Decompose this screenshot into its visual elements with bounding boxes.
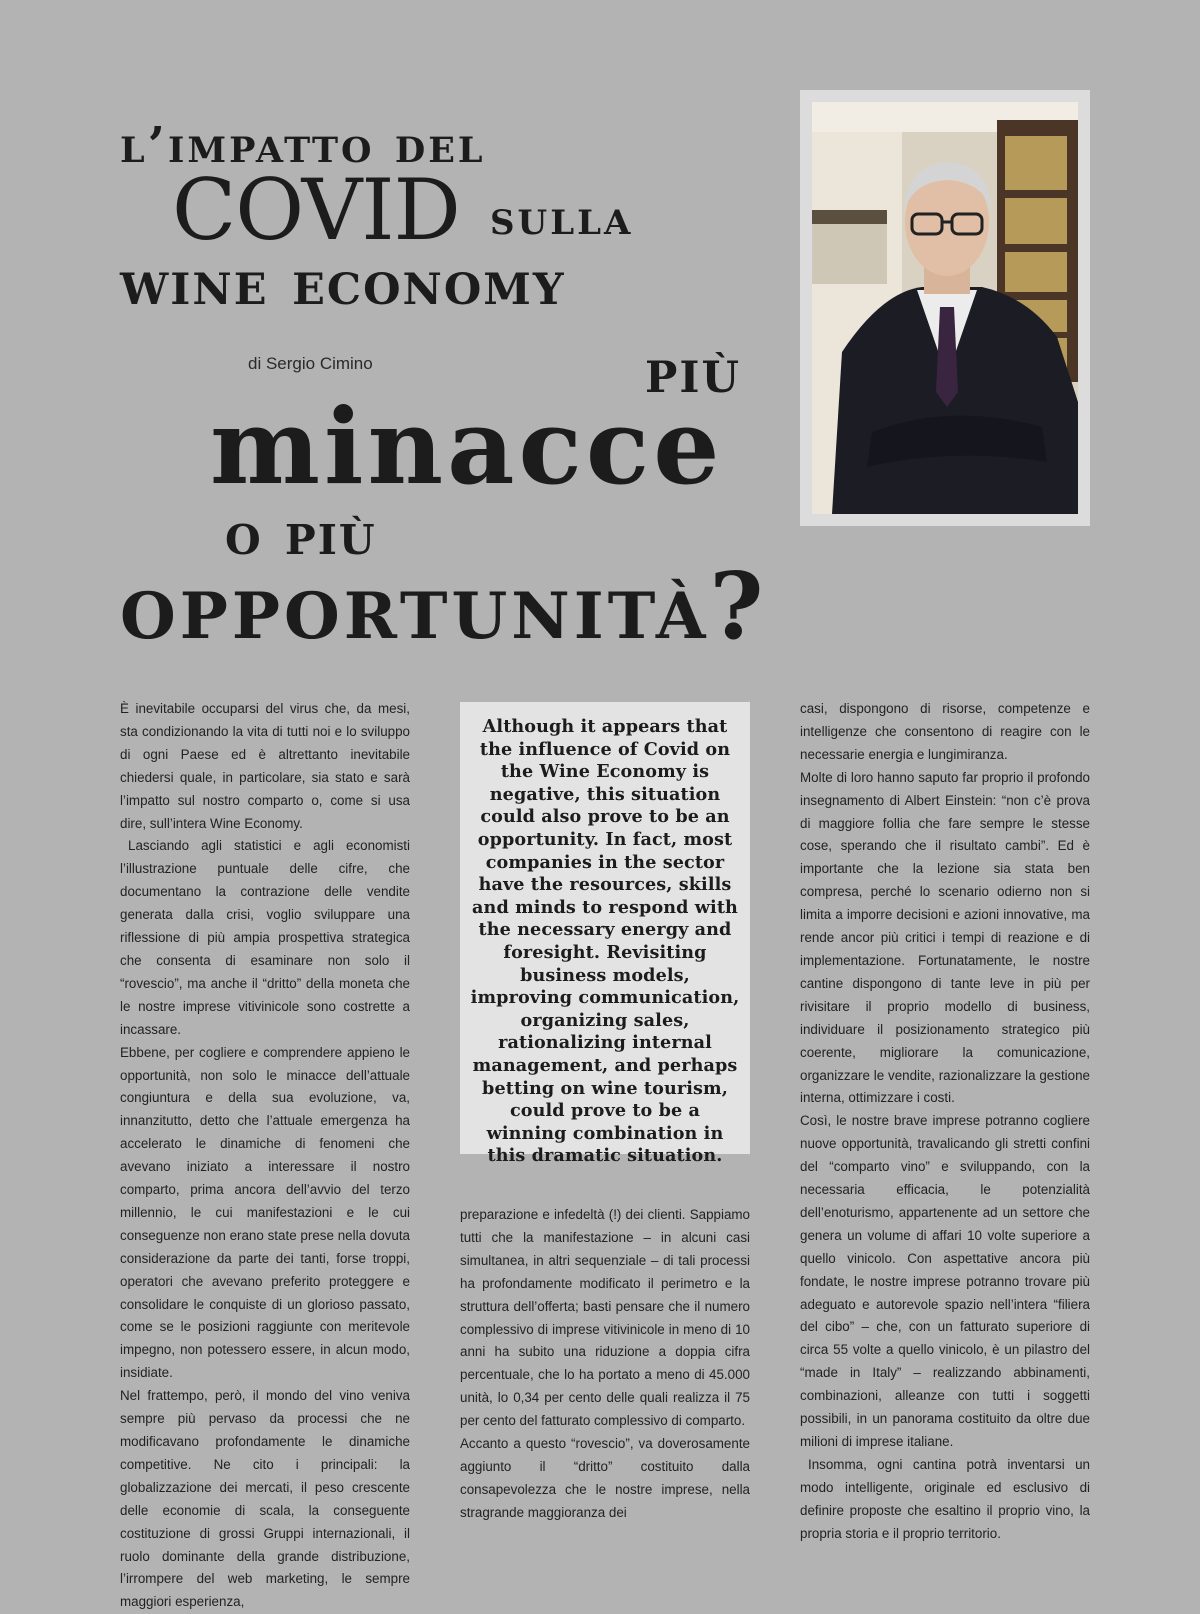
paragraph: Insomma, ogni cantina potrà inventarsi un modo intelligente, originale ed esclusivo di definire proposte che esaltino il proprio vino, la propria storia e il proprio territorio. <box>800 1456 1090 1541</box>
paragraph: È inevitabile occuparsi del virus che, da mesi, sta condizionando la vita di tutti noi e lo sviluppo di ogni Paese ed è altrettanto inevitabile chiedersi quale, in particolare, sia stato e sarà l’impatto sul nostro comparto o, come si usa dire, sull’intera Wine Economy. <box>120 701 410 831</box>
paragraph: casi, dispongono di risorse, competenze e intelligenze che consentono di reagire con le necessarie energia e lungimiranza. <box>800 701 1090 762</box>
paragraph: Ebbene, per cogliere e comprendere appieno le opportunità, non solo le minacce dell’attuale congiuntura e della sua evoluzione, va, innanzitutto, detto che l’attuale emergenza ha accelerato le dinamiche di fenomeni che avevano iniziato a interessare il nostro comparto, prima ancora dell’avvio del terzo millennio, le cui manifestazioni e le cui conseguenze non erano state prese nella dovuta considerazione da parte dei tanti, forse troppi, operatori che avevano preferito proteggere e consolidare le conquiste di un glorioso passato, come se le posizioni raggiunte con meritevole impegno, non potessero essere, in alcun modo, insidiate. <box>120 1044 410 1381</box>
headline-covid: COVID <box>172 161 460 259</box>
paragraph: Accanto a questo “rovescio”, va doverosamente aggiunto il “dritto” costituito dalla consapevolezza che le nostre imprese, nella stragrande maggioranza dei <box>460 1436 750 1520</box>
paragraph: preparazione e infedeltà (!) dei clienti. Sappiamo tutti che la manifestazione – in alcuni casi simultanea, in altri sequenziale – di tali processi ha profondamente modificato il perimetro e la struttura dell’offerta; basti pensare che il numero complessivo di imprese vitivinicole in meno di 10 anni ha subito una riduzione a doppia cifra percentuale, che lo ha portato a meno di 45.000 unità, lo 0,34 per cento delle quali realizza il 75 per cento del fatturato complessivo di comparto. <box>460 1207 750 1429</box>
paragraph: Lasciando agli statistici e agli economisti l’illustrazione puntuale delle cifre, che documentano la contrazione delle vendite generata dalla crisi, voglio sviluppare una riflessione di più ampia prospettiva strategica che consenta di esaminare non solo il “rovescio”, ma anche il “dritto” della moneta che le nostre imprese vitivinicole sono costrette a incassare. <box>120 838 410 1037</box>
byline: di Sergio Cimino <box>248 354 373 373</box>
headline-o-piu: o più <box>225 500 377 568</box>
paragraph: Così, le nostre brave imprese potranno cogliere nuove opportunità, travalicando gli stretti confini del “comparto vino” e sviluppando, con la necessaria efficacia, le potenzialità dell’enoturismo, appartenente ad un settore che genera un volume di affari 10 volte superiore a quello vinicolo. Con aspettative ancora più fondate, le nostre imprese potranno trovare più adeguato e autorevole spazio nell’intera “filiera del cibo” – che, con un fatturato superiore di circa 55 volte a quello vinicolo, è un pilastro del “made in Italy” – realizzando abbinamenti, combinazioni, alleanze con tutti i soggetti possibili, in un panorama costituito da oltre due milioni di imprese italiane. <box>800 1113 1090 1449</box>
article-column-3 <box>800 698 1090 1546</box>
author-photo-frame <box>800 90 1090 526</box>
paragraph: Molte di loro hanno saputo far proprio il profondo insegnamento di Albert Einstein: “non c’è prova di maggiore follia che fare sempre le stesse cose, sperando che il risultato cambi”. Ed è importante che la lezione sia stata ben compresa, perché lo scenario odierno non si limita a imporre decisioni e azioni innovative, ma rende ancor più critici i tempi di reazione e di implementazione. Fortunatamente, le nostre cantine dispongono di tante leve in più per rivisitare il proprio modello di business, individuare il posizionamento strategico più coerente, migliorare la comunicazione, organizzare le vendite, razionalizzare la gestione interna, ottimizzare i costi. <box>800 769 1090 1106</box>
headline-opportunita: opportunità? <box>120 552 768 660</box>
headline-sulla: sulla <box>490 190 634 246</box>
headline-line1: l’impatto del <box>120 115 486 174</box>
pull-quote: Although it appears that the influence of Covid on the Wine Economy is negative, this situation could also prove to be an opportunity. In fact, most companies in the sector have the resources, skills and minds to respond with the necessary energy and foresight. Revisiting business models, improving communication, organizing sales, rationalizing internal management, and perhaps betting on wine tourism, could prove to be a winning combination in this dramatic situation. <box>460 702 750 1154</box>
headline-minacce: minacce <box>210 385 724 508</box>
headline-piu: più <box>645 334 741 407</box>
article-column-2 <box>460 1204 750 1525</box>
paragraph: Nel frattempo, però, il mondo del vino veniva sempre più pervaso da processi che ne modificavano profondamente le dinamiche competitive. Ne cito i principali: la globalizzazione dei mercati, il peso crescente delle economie di scala, la conseguente costituzione di grossi Gruppi internazionali, il ruolo dominante della grande distribuzione, l’irrompere del web marketing, le sempre maggiori esperienza, <box>120 1388 410 1610</box>
author-portrait <box>812 102 1078 514</box>
article-column-1 <box>120 698 410 1614</box>
headline-wine-economy: wine economy <box>120 246 566 319</box>
